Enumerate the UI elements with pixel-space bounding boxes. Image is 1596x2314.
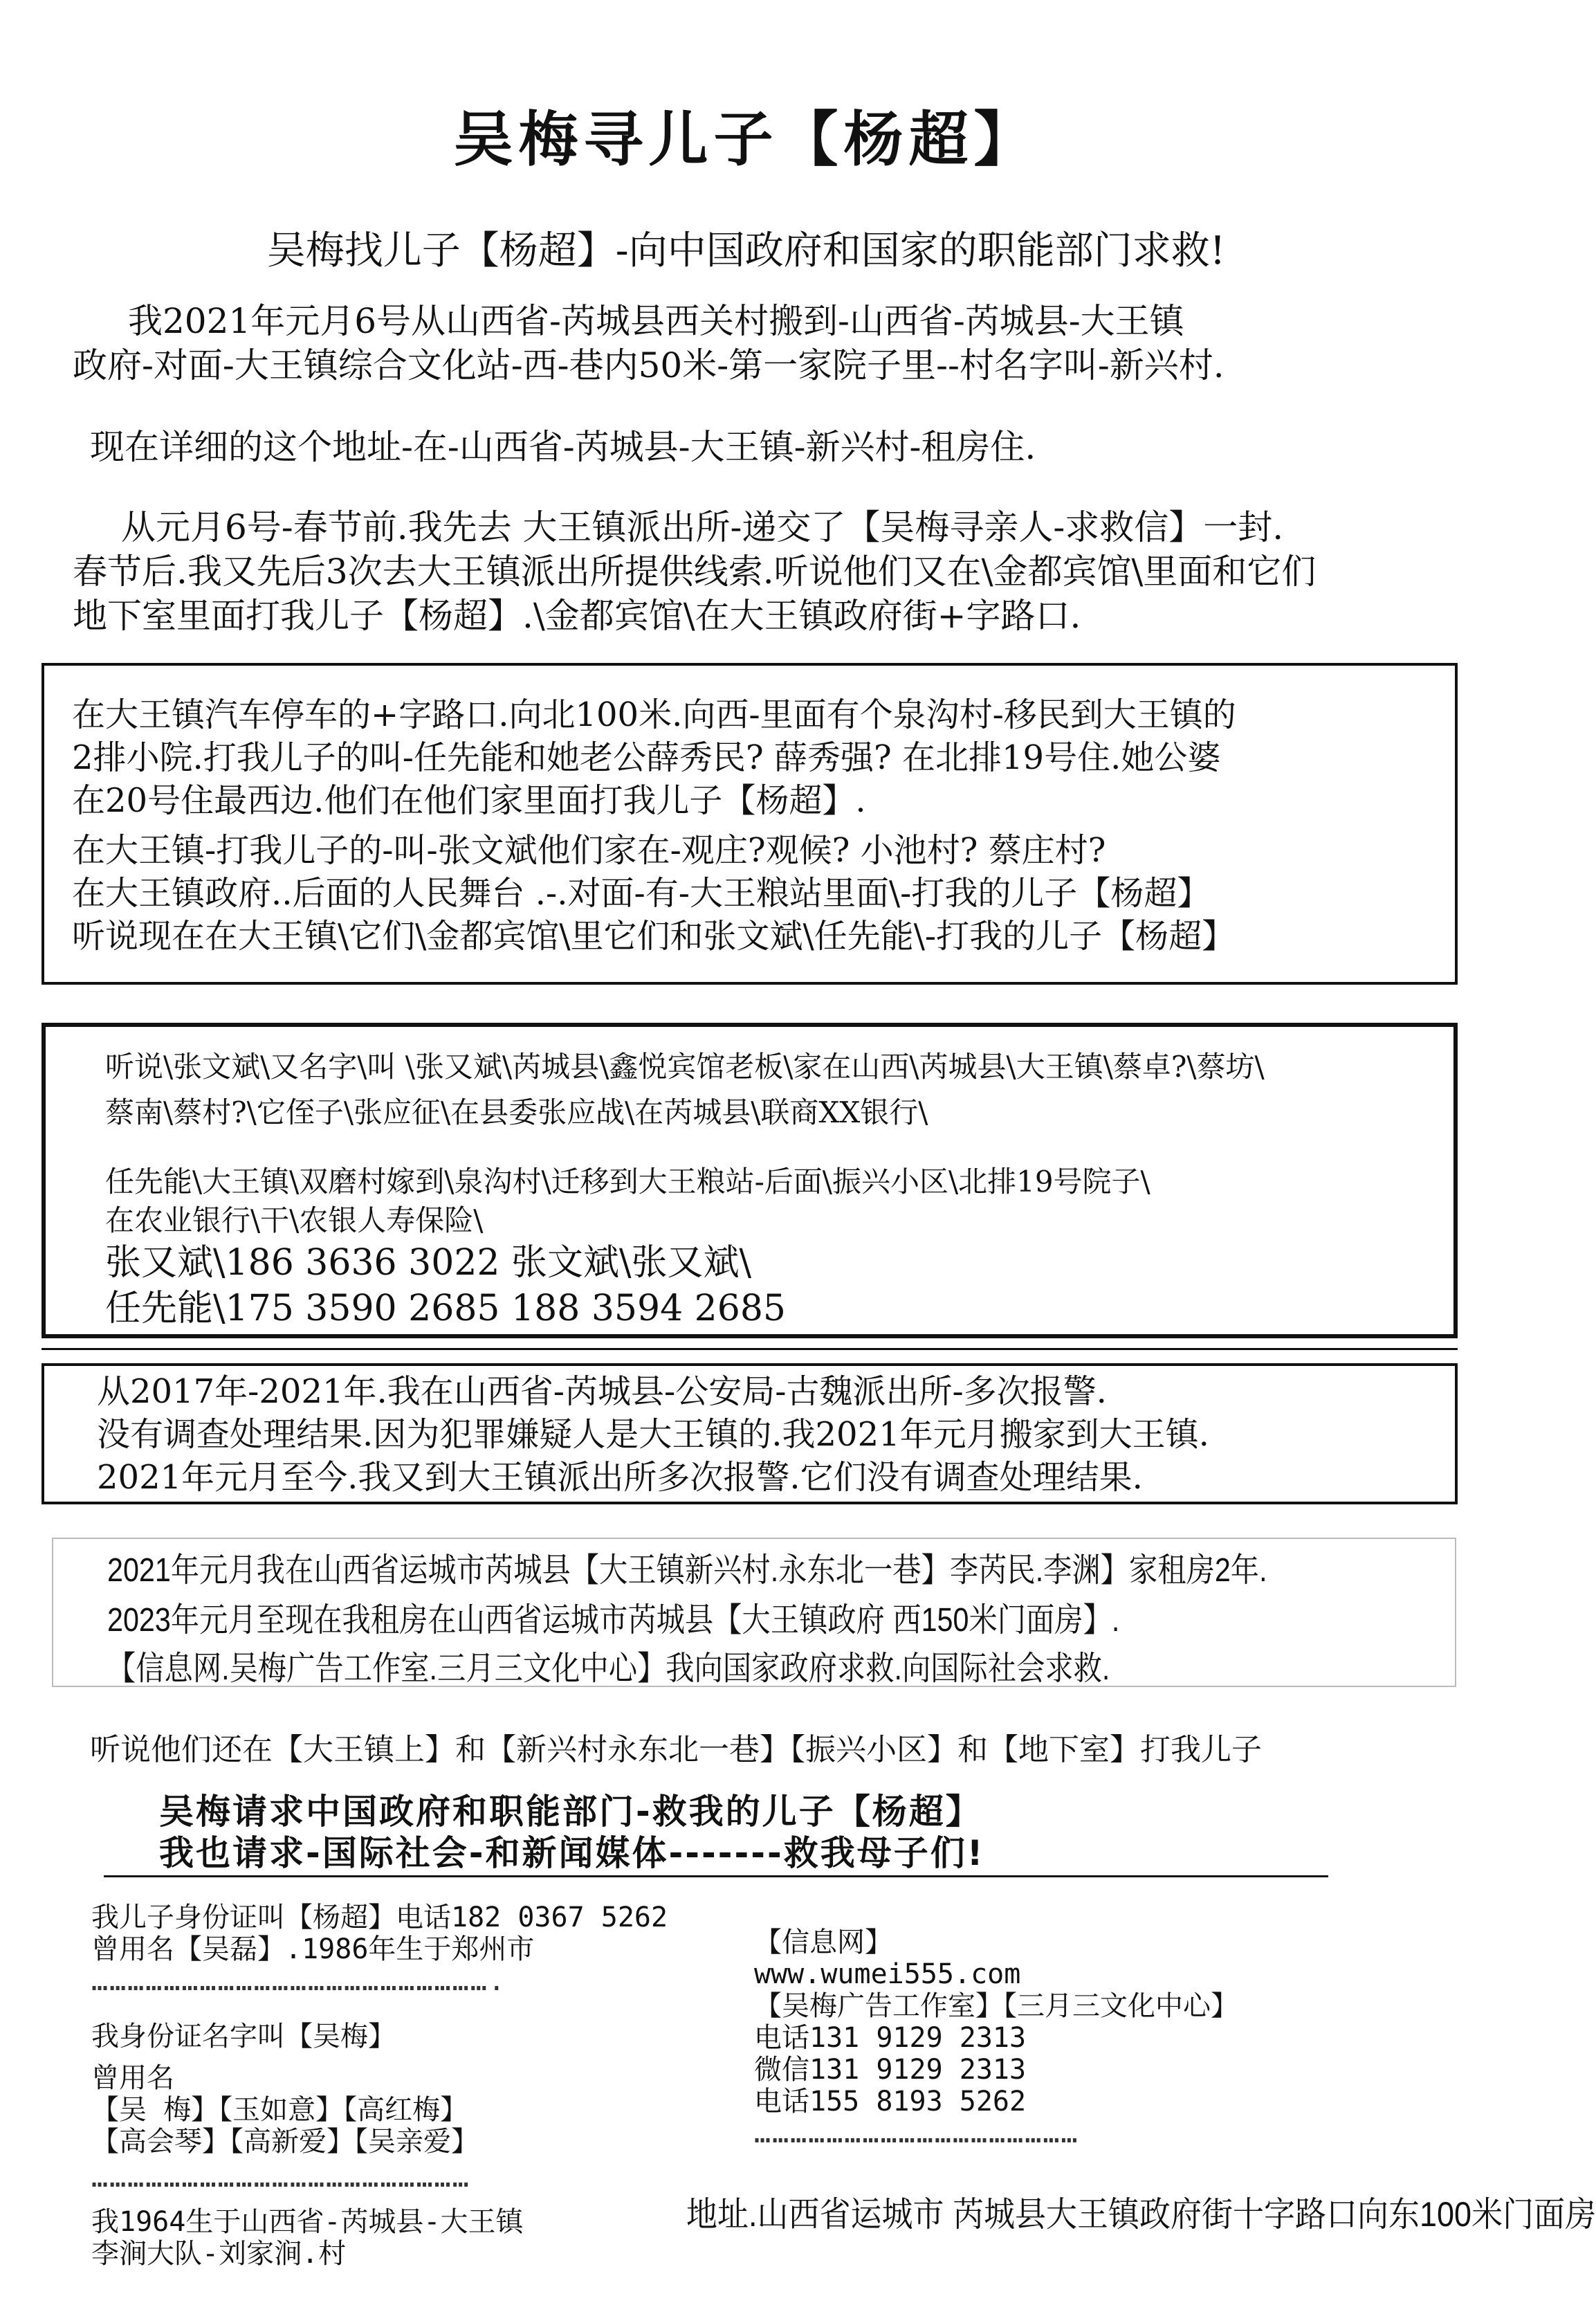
box2-phone-1: 张又斌\186 3636 3022 张文斌\张又斌\ [105,1242,752,1284]
son-dots-divider: …………………………………………………………. [91,1965,506,1997]
mother-names-1: 【吴 梅】【玉如意】【高红梅】 [91,2094,468,2126]
page-subtitle: 吴梅找儿子【杨超】-向中国政府和国家的职能部门求救! [266,228,1226,273]
intro-p3-line-3: 地下室里面打我儿子【杨超】.\金都宾馆\在大王镇政府街+字路口. [73,596,1081,636]
box1-line-4: 在大王镇-打我儿子的-叫-张文斌他们家在-观庄?观候? 小池村? 蔡庄村? [72,831,1106,870]
box1-line-1: 在大王镇汽车停车的+字路口.向北100米.向西-里面有个泉沟村-移民到大王镇的 [72,695,1236,734]
box1-line-2: 2排小院.打我儿子的叫-任先能和她老公薛秀民? 薛秀强? 在北排19号住.她公婆 [72,738,1221,777]
mother-info [91,2021,524,2270]
box2-phone-2: 任先能\175 3590 2685 188 3594 2685 [105,1288,787,1329]
intro-paragraph-3 [73,505,1316,638]
notice-line-3: 【信息网.吴梅广告工作室.三月三文化中心】我向国家政府求救.向国际社会求救. [107,1650,1110,1687]
mother-names-2: 【高会琴】【高新爱】【吴亲爱】 [91,2126,479,2158]
mother-born-2: 李涧大队-刘家涧.村 [91,2238,347,2270]
intro-paragraph-1 [73,299,1224,388]
contact-studio: 【吴梅广告工作室】【三月三文化中心】 [754,1990,1238,2022]
contact-phone-1: 电话131 9129 2313 [754,2022,1027,2054]
intro-p1-line-2: 政府-对面-大王镇综合文化站-西-巷内50米-第一家院子里--村名字叫-新兴村. [73,345,1224,385]
mother-id-line: 我身份证名字叫【吴梅】 [91,2021,396,2052]
box2-line-3: 任先能\大王镇\双磨村嫁到\泉沟村\迁移到大王粮站-后面\振兴小区\北排19号院子\ [105,1165,1150,1199]
box-attackers [42,663,1458,985]
box1-line-3: 在20号住最西边.他们在他们家里面打我儿子【杨超】. [72,781,866,820]
box-rental-notice [52,1538,1456,1687]
page-title: 吴梅寻儿子【杨超】 [453,105,1039,174]
contact-wechat: 微信131 9129 2313 [754,2054,1027,2086]
box2-line-2: 蔡南\蔡村?\它侄子\张应征\在县委张应战\在芮城县\联商XX银行\ [105,1095,928,1129]
mother-dots-divider: ……………………………………………………… [91,2162,470,2194]
box2-line-1: 听说\张文斌\又名字\叫 \张又斌\芮城县\鑫悦宾馆老板\家在山西\芮城县\大王镇\蔡卓?\蔡坊\ [105,1050,1265,1084]
intro-paragraph-2: 现在详细的这个地址-在-山西省-芮城县-大王镇-新兴村-租房住. [90,427,1036,467]
son-info [91,1902,668,1997]
appeal-line-1: 吴梅请求中国政府和职能部门-救我的儿子【杨超】 [159,1792,982,1832]
box3-line-1: 从2017年-2021年.我在山西省-芮城县-公安局-古魏派出所-多次报警. [97,1372,1107,1411]
contact-dots-divider: ……………………………………………… [754,2117,1079,2149]
heard-locations: 听说他们还在【大王镇上】和【新兴村永东北一巷】【振兴小区】和【地下室】打我儿子 [90,1732,1262,1767]
notice-line-2: 2023年元月至现在我租房在山西省运城市芮城县【大王镇政府 西150米门面房】. [107,1602,1120,1639]
appeal-line-2: 我也请求-国际社会-和新闻媒体-------救我母子们! [159,1833,985,1873]
contact-website: www.wumei555.com [754,1958,1021,1990]
contact-phone-2: 电话155 8193 5262 [754,2086,1027,2117]
box3-line-2: 没有调查处理结果.因为犯罪嫌疑人是大王镇的.我2021年元月搬家到大王镇. [97,1415,1209,1454]
appeal-underline [104,1875,1328,1877]
box2-line-4: 在农业银行\干\农银人寿保险\ [105,1203,484,1237]
box1-line-6: 听说现在在大王镇\它们\金都宾馆\里它们和张文斌\任先能\-打我的儿子【杨超】 [72,917,1236,956]
divider-rule [42,1348,1458,1350]
contact-info [754,1926,1238,2149]
intro-p3-line-1: 从元月6号-春节前.我先去 大王镇派出所-递交了【吴梅寻亲人-求救信】一封. [121,507,1284,547]
box-police-reports [42,1363,1458,1504]
intro-p3-line-2: 春节后.我又先后3次去大王镇派出所提供线索.听说他们又在\金都宾馆\里面和它们 [73,552,1317,592]
box1-line-5: 在大王镇政府..后面的人民舞台 .-.对面-有-大王粮站里面\-打我的儿子【杨超】 [72,874,1211,913]
mother-former-label: 曾用名 [91,2062,174,2094]
mother-born-1: 我1964生于山西省-芮城县-大王镇 [91,2206,524,2238]
notice-line-1: 2021年元月我在山西省运城市芮城县【大王镇新兴村.永东北一巷】李芮民.李渊】家租房2年. [107,1552,1267,1589]
box3-line-3: 2021年元月至今.我又到大王镇派出所多次报警.它们没有调查处理结果. [97,1458,1143,1497]
footer-address: 地址.山西省运城市 芮城县大王镇政府街十字路口向东100米门面房 [686,2195,1596,2234]
box-suspects [42,1023,1458,1338]
contact-info-network: 【信息网】 [754,1926,892,1958]
son-id-line: 我儿子身份证叫【杨超】电话182 0367 5262 [91,1902,668,1933]
intro-p1-line-1: 我2021年元月6号从山西省-芮城县西关村搬到-山西省-芮城县-大王镇 [128,301,1184,341]
son-former-name: 曾用名【吴磊】.1986年生于郑州市 [91,1933,535,1965]
